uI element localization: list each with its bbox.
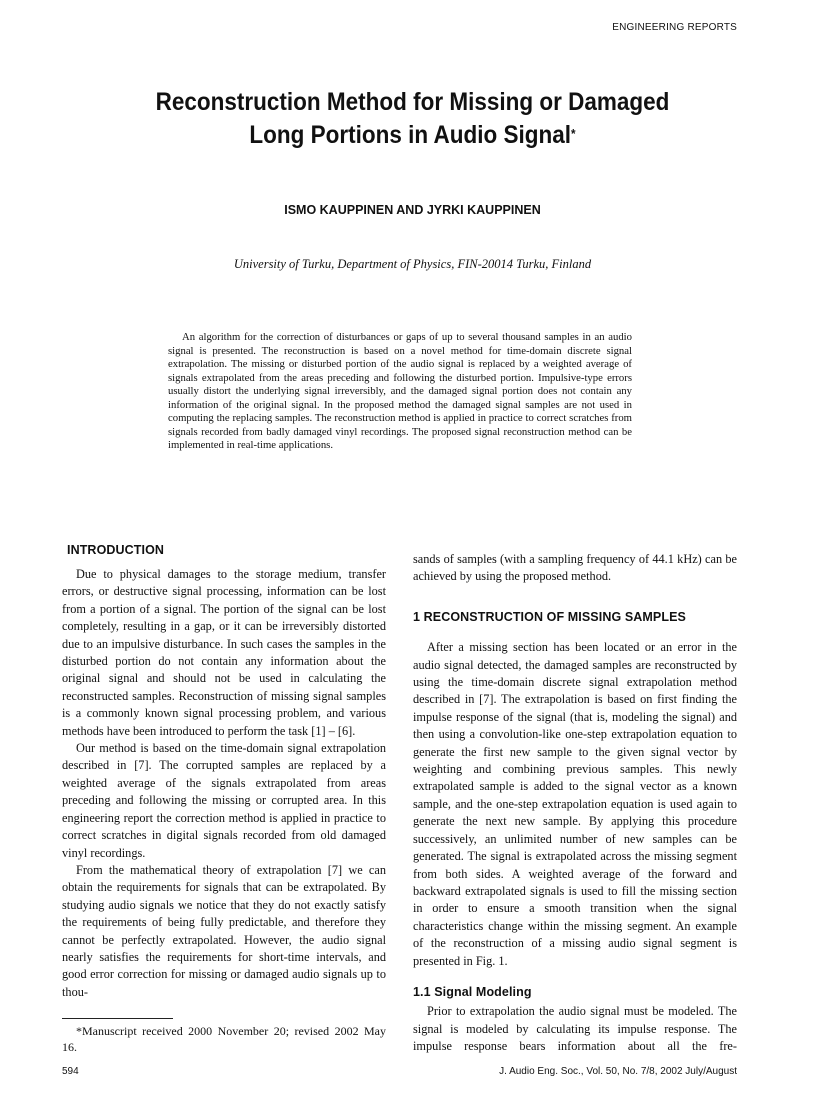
title-line-1: Reconstruction Method for Missing or Damaged: [155, 88, 670, 116]
subsection-heading-signal-modeling: 1.1 Signal Modeling: [413, 984, 532, 999]
page-number: 594: [62, 1066, 79, 1077]
abstract: An algorithm for the correction of disturbances or gaps of up to several thousand samples in an audio signal is presented. The reconstruction is based on a novel method for time-domain discrete signal extrapolation. The missing or disturbed portion of the audio signal is replaced by a weighted average of signals extrapolated from the areas preceding and following the disturbed portion. Impulsive-type errors usually distort the underlying signal irreversibly, and the damaged signal portion does not contain any information of the original signal. In the proposed method the damaged signal samples are not used in computing the replacing samples. The reconstruction method is applied in practice to correct scratches from signals recorded from badly damaged vinyl recordings. The proposed signal reconstruction method can be implemented in real-time applications.: [168, 331, 632, 451]
intro-paragraph-1: Due to physical damages to the storage medium, transfer errors, or destructive signal processing, information can be lost from a portion of a signal. The portion of the signal can be lost completely, resulting in a gap, or it can be irreversibly distorted due to an impulsive disturbance. In such cases the samples in the disturbed portion do not contain any information about the original signal and should not be used in calculating the reconstructed samples. Reconstruction of missing signal samples is a commonly known signal processing problem, and various methods have been introduced to perform the task [1] – [6].: [62, 567, 386, 738]
subsection11-paragraph-1: Prior to extrapolation the audio signal must be modeled. The signal is modeled by calculating its impulse response. The impulse response bears information about all the fre-: [413, 1004, 737, 1054]
running-header: ENGINEERING REPORTS: [612, 22, 737, 33]
column-left: [62, 566, 386, 1001]
title-line-2: [41, 119, 784, 152]
intro-paragraph-3: From the mathematical theory of extrapolation [7] we can obtain the requirements for signals that can be extrapolated. By studying audio signals we notice that they do not exactly satisfy the requirements of being fully predictable, and therefore they cannot be perfectly extrapolated. However, the audio signal nearly satisfies the requirements for short-time intervals, and good error correction for missing or damaged audio signals up to thou-: [62, 862, 386, 999]
affiliation: University of Turku, Department of Physics, FIN-20014 Turku, Finland: [233, 257, 592, 271]
section1-paragraph-1: After a missing section has been located or an error in the audio signal detected, the damaged samples are reconstructed by using the time-domain discrete signal extrapolation method described in [7]. The extrapolation is based on first finding the impulse response of the signal (that is, modeling the signal) and then using a convolution-like one-step extrapolation equation to generate the first new sample to the given signal vector by weighting and combining previous samples. This newly extrapolated sample is added to the signal vector as a known sample, and the one-step extrapolation equation is used again to generate the next new sample. By applying this procedure successively, an unlimited number of new samples can be generated. The signal is extrapolated across the missing segment from both sides. A weighted average of the forward and backward extrapolated signals is used to fill the missing section in order to ensure a smooth transition when the signal characteristics change within the missing segment. An example of the reconstruction of a missing audio signal segment is presented in Fig. 1.: [413, 640, 737, 968]
journal-citation: J. Audio Eng. Soc., Vol. 50, No. 7/8, 2002 July/August: [499, 1066, 737, 1077]
column-right: [413, 551, 737, 1056]
footnote: *Manuscript received 2000 November 20; revised 2002 May 16.: [62, 1024, 386, 1054]
title-footnote-marker: *: [571, 126, 576, 141]
paper-title: [41, 86, 784, 152]
intro-paragraph-2: Our method is based on the time-domain signal extrapolation described in [7]. The corrupted samples are replaced by a weighted average of the signals extrapolated from areas preceding and following the missing or corrupted area. In this engineering report the correction method is applied in practice to correct scratches in digital signals recorded from old damaged vinyl recordings.: [62, 741, 386, 860]
footnote-divider: [62, 1018, 173, 1019]
section-heading-introduction: INTRODUCTION: [67, 543, 165, 557]
section-heading-reconstruction: 1 RECONSTRUCTION OF MISSING SAMPLES: [413, 609, 686, 624]
intro-paragraph-3-continued: sands of samples (with a sampling frequency of 44.1 kHz) can be achieved by using the proposed method.: [413, 552, 737, 584]
title-line-2-text: Long Portions in Audio Signal: [249, 121, 572, 149]
authors: ISMO KAUPPINEN AND JYRKI KAUPPINEN: [284, 203, 541, 217]
